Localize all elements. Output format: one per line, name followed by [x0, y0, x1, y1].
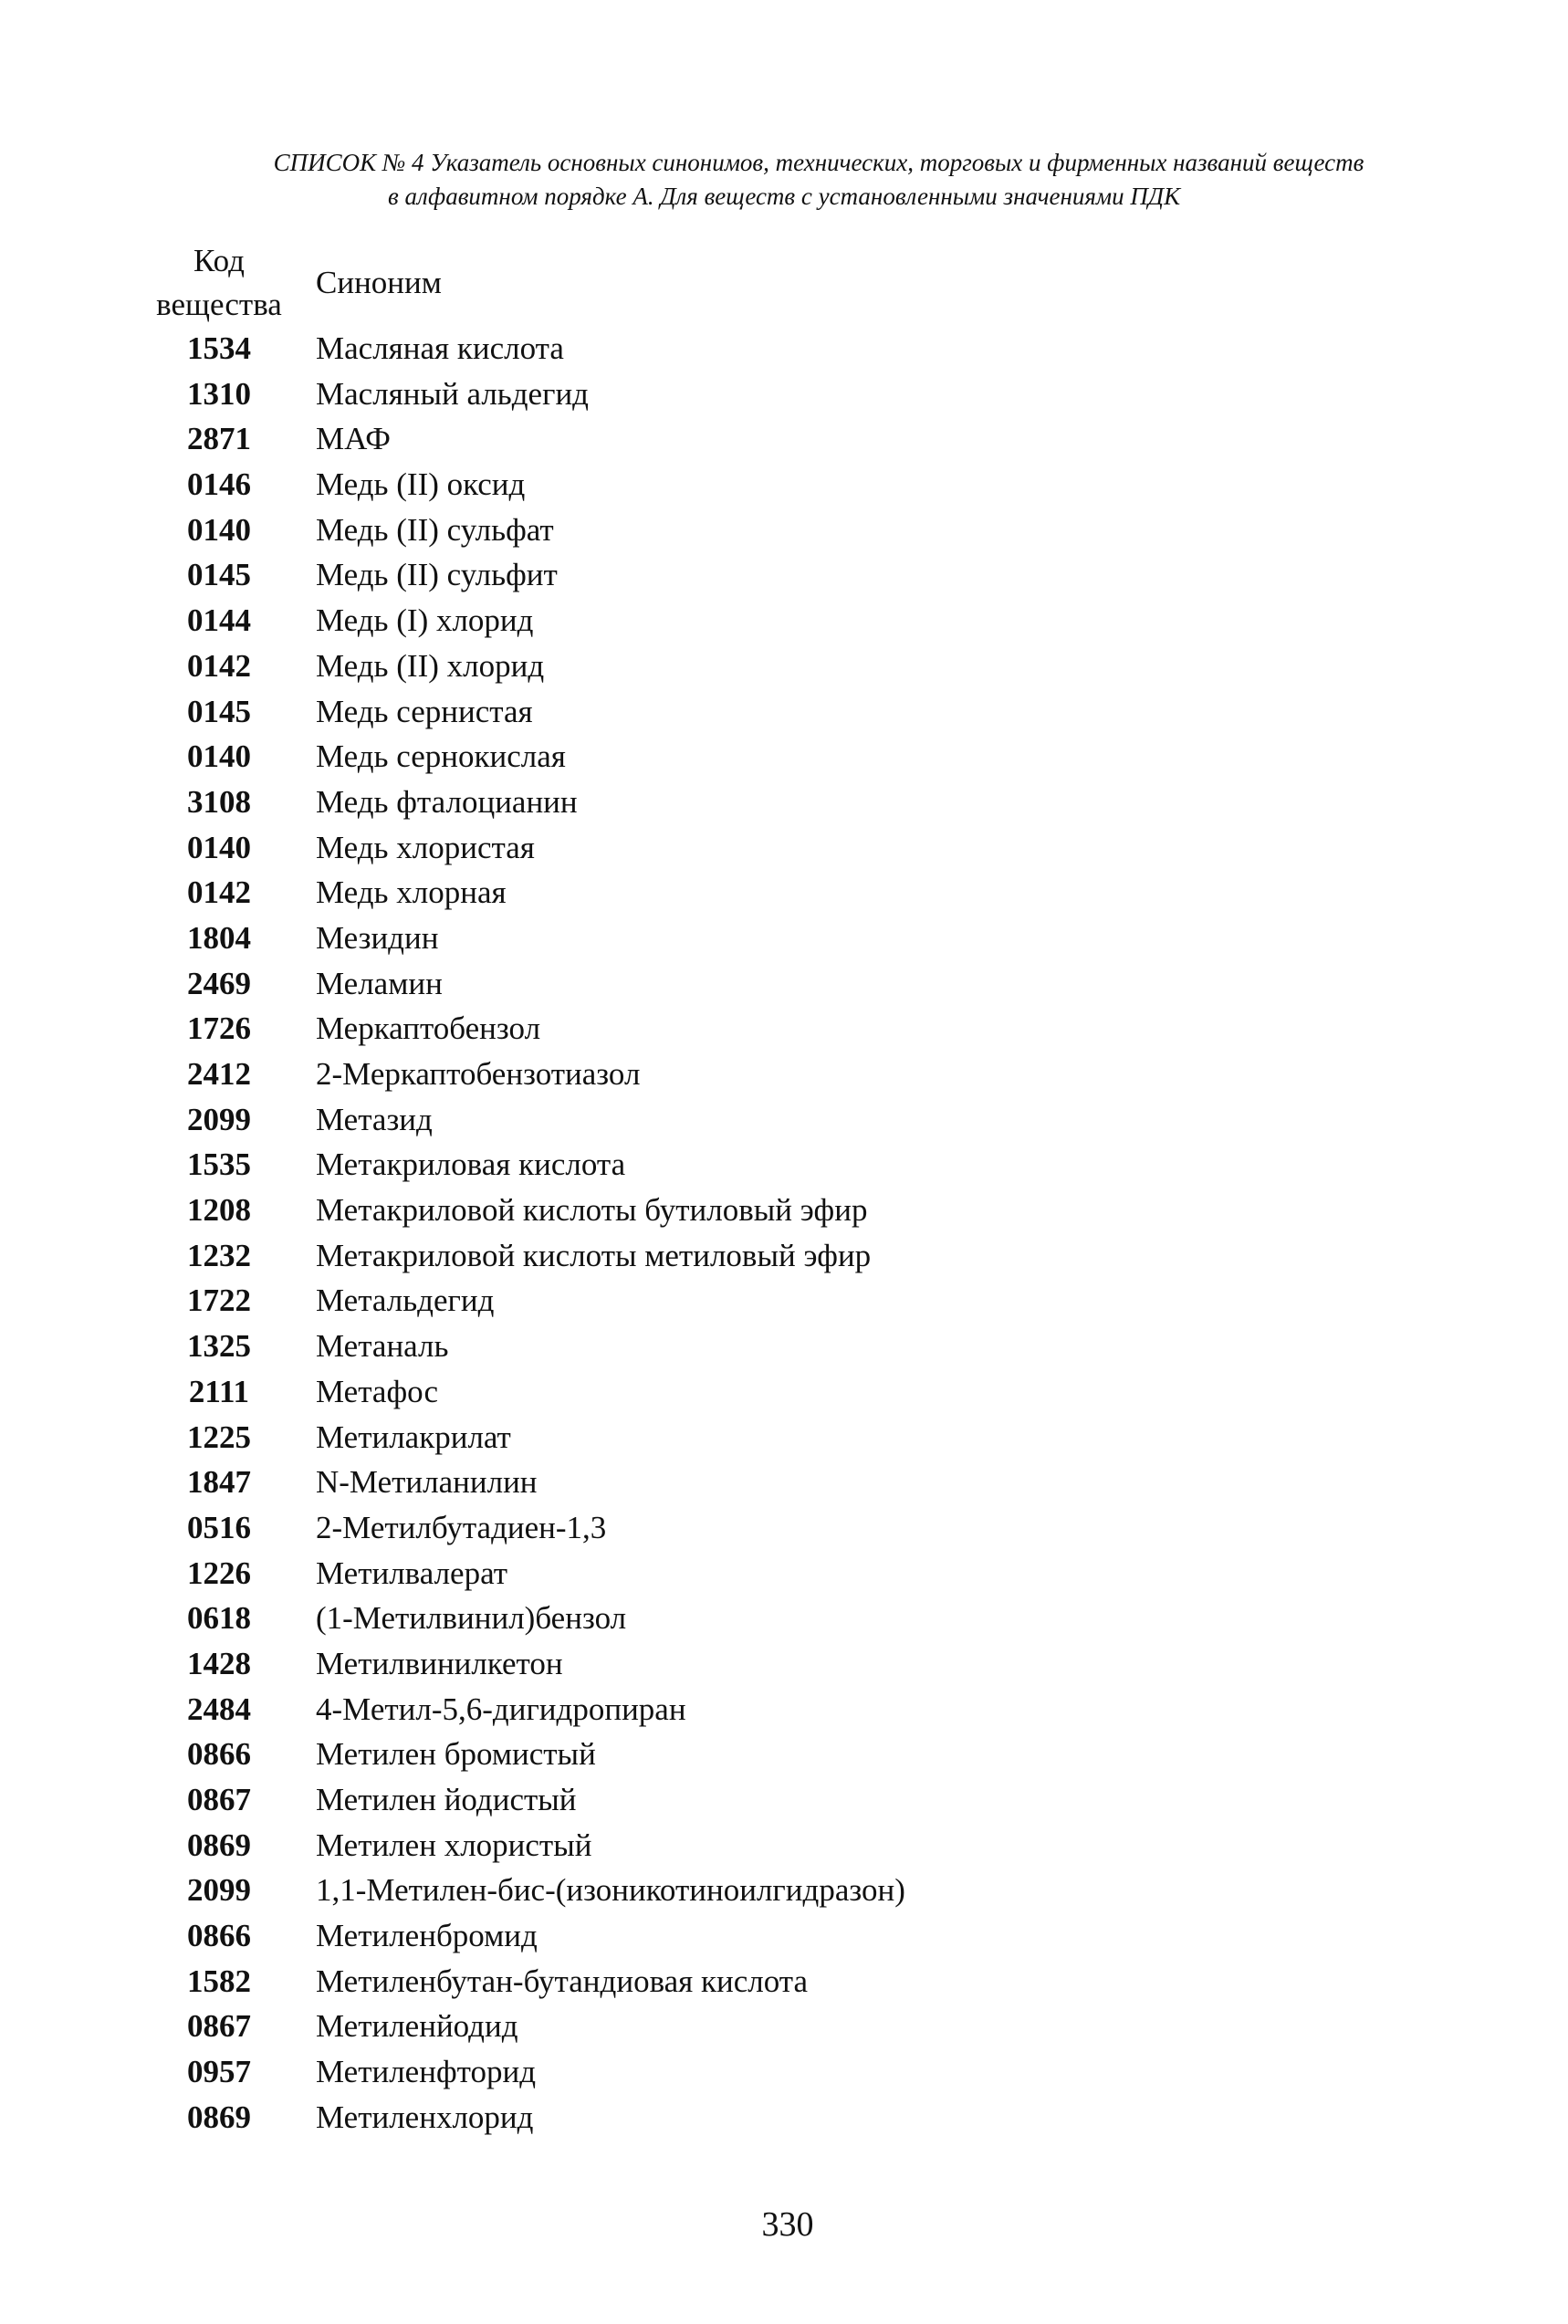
table-row: [0, 1641, 1568, 1687]
substance-code: 1534: [187, 330, 251, 366]
substance-synonym: МАФ: [316, 421, 391, 457]
table-row: [0, 416, 1568, 462]
substance-synonym: Метилвинилкетон: [316, 1645, 563, 1681]
substance-synonym: Метилвалерат: [316, 1555, 508, 1591]
table-row: [0, 734, 1568, 780]
substance-synonym: 4-Метил-5,6-дигидропиран: [316, 1691, 686, 1727]
substance-code: 0867: [187, 2008, 251, 2045]
substance-code: 1428: [187, 1645, 251, 1681]
table-row: [0, 2049, 1568, 2095]
substance-synonym: Масляная кислота: [316, 330, 564, 366]
table-row: [0, 1777, 1568, 1823]
table-row: [0, 1052, 1568, 1097]
substance-synonym: Медь хлорная: [316, 874, 507, 911]
table-row: [0, 689, 1568, 735]
table-row: [0, 1142, 1568, 1188]
substance-code: 2412: [187, 1056, 251, 1092]
list-header-subtitle: в алфавитном порядке А. Для веществ с установленными значениями ПДК: [387, 183, 1181, 210]
substance-code: 2111: [188, 1373, 250, 1409]
table-row: [0, 598, 1568, 644]
substance-synonym: Метилен бромистый: [316, 1736, 596, 1773]
substance-synonym: Метакриловой кислоты бутиловый эфир: [316, 1192, 868, 1229]
substance-code: 1847: [187, 1464, 251, 1501]
substance-code: 1582: [187, 1963, 251, 1999]
table-row: [0, 644, 1568, 689]
table-row: [0, 1460, 1568, 1505]
substance-code: 2871: [187, 421, 251, 457]
table-row: [0, 326, 1568, 372]
substance-synonym: Медь сернистая: [316, 693, 533, 729]
substance-synonym: Метазид: [316, 1101, 433, 1137]
substance-code: 0144: [187, 602, 251, 639]
table-row: [0, 1369, 1568, 1415]
substance-synonym: Медь сернокислая: [316, 738, 566, 775]
table-row: [0, 961, 1568, 1007]
substance-code: 0145: [187, 557, 251, 593]
substance-code: 0142: [187, 647, 251, 684]
substance-synonym: Метаналь: [316, 1328, 449, 1365]
substance-code: 0957: [187, 2054, 251, 2090]
table-row: [0, 1823, 1568, 1869]
substance-code: 0140: [187, 829, 251, 865]
substance-synonym: Метафос: [316, 1373, 439, 1409]
substance-synonym: Медь хлористая: [316, 829, 535, 865]
substance-synonym: 1,1-Метилен-бис-(изоникотиноилгидразон): [316, 1872, 905, 1909]
table-row: [0, 1233, 1568, 1279]
substance-code: 1310: [187, 375, 251, 412]
substance-synonym: Метиленбутан-бутандиовая кислота: [316, 1963, 809, 1999]
substance-synonym: Медь (II) сульфат: [316, 511, 554, 548]
substance-synonym: Мезидин: [316, 919, 439, 956]
substance-synonym: Метиленбромид: [316, 1918, 538, 1954]
substance-code: 0146: [187, 466, 251, 503]
substance-synonym: 2-Меркаптобензотиазол: [316, 1056, 641, 1092]
table-row: [0, 1687, 1568, 1733]
substance-synonym: Медь (II) сульфит: [316, 557, 558, 593]
substance-synonym: Метиленфторид: [316, 2054, 537, 2090]
substance-synonym: Медь фталоцианин: [316, 783, 578, 820]
table-row: [0, 2004, 1568, 2049]
substance-code: 1535: [187, 1146, 251, 1183]
substance-code: 0869: [187, 1827, 251, 1863]
substance-code: 2099: [187, 1101, 251, 1137]
substance-synonym: Метилакрилат: [316, 1418, 511, 1455]
table-row: [0, 1278, 1568, 1324]
table-row: [0, 1913, 1568, 1959]
substance-code: 0866: [187, 1918, 251, 1954]
table-row: [0, 1959, 1568, 2005]
table-row: [0, 825, 1568, 871]
substance-code: 2469: [187, 965, 251, 1001]
table-row: [0, 2095, 1568, 2141]
substance-synonym: 2-Метилбутадиен-1,3: [316, 1509, 607, 1545]
substance-code: 0145: [187, 693, 251, 729]
substance-code: 1232: [187, 1237, 251, 1273]
column-header-synonym: Синоним: [316, 265, 442, 300]
substance-code: 0869: [187, 2099, 251, 2135]
substance-synonym: Метиленйодид: [316, 2008, 518, 2045]
substance-code: 0867: [187, 1782, 251, 1817]
substance-code: 2099: [187, 1872, 251, 1909]
substance-code: 1325: [187, 1328, 251, 1365]
table-row: [0, 916, 1568, 961]
substance-synonym: Меламин: [316, 965, 443, 1001]
substance-synonym: Метилен хлористый: [316, 1827, 592, 1863]
list-header-title: СПИСОК № 4 Указатель основных синонимов, технических, торговых и фирменных названий веществ: [273, 149, 1364, 176]
substance-synonym: Метакриловой кислоты метиловый эфир: [316, 1237, 872, 1273]
table-row: [0, 1505, 1568, 1551]
synonym-table: [0, 326, 1568, 2141]
substance-code: 1804: [187, 919, 251, 956]
substance-synonym: Метакриловая кислота: [316, 1146, 626, 1183]
substance-code: 0516: [187, 1509, 251, 1545]
substance-synonym: Медь (I) хлорид: [316, 602, 534, 639]
table-row: [0, 1596, 1568, 1641]
page-number: 330: [761, 2205, 814, 2244]
substance-code: 0618: [187, 1600, 251, 1637]
substance-code: 1722: [187, 1282, 251, 1319]
table-row: [0, 462, 1568, 508]
substance-code: 1726: [187, 1010, 251, 1047]
table-row: [0, 1415, 1568, 1460]
substance-code: 3108: [187, 783, 251, 820]
table-row: [0, 1188, 1568, 1233]
column-header-code: [141, 239, 297, 327]
table-row: [0, 372, 1568, 417]
table-row: [0, 870, 1568, 916]
substance-synonym: Меркаптобензол: [316, 1010, 541, 1047]
table-row: [0, 1732, 1568, 1777]
table-row: [0, 1324, 1568, 1369]
table-row: [0, 780, 1568, 825]
substance-code: 1208: [187, 1192, 251, 1229]
table-row: [0, 508, 1568, 553]
substance-synonym: Масляный альдегид: [316, 375, 589, 412]
substance-synonym: N-Метиланилин: [316, 1464, 538, 1501]
substance-synonym: Медь (II) хлорид: [316, 647, 545, 684]
substance-code: 0142: [187, 874, 251, 911]
substance-code: 0140: [187, 511, 251, 548]
substance-synonym: Метиленхлорид: [316, 2099, 534, 2135]
table-row: [0, 1551, 1568, 1596]
substance-synonym: (1-Метилвинил)бензол: [316, 1600, 627, 1637]
table-row: [0, 1006, 1568, 1052]
substance-code: 0866: [187, 1736, 251, 1773]
table-row: [0, 1868, 1568, 1913]
substance-synonym: Метальдегид: [316, 1282, 495, 1319]
substance-code: 2484: [187, 1691, 251, 1727]
substance-code: 0140: [187, 738, 251, 775]
substance-synonym: Метилен йодистый: [316, 1782, 577, 1817]
substance-synonym: Медь (II) оксид: [316, 466, 526, 503]
table-row: [0, 1097, 1568, 1143]
table-row: [0, 552, 1568, 598]
list-header: [0, 146, 1568, 214]
substance-code: 1225: [187, 1418, 251, 1455]
substance-code: 1226: [187, 1555, 251, 1591]
column-header-code-line2: вещества: [156, 287, 282, 322]
column-header-code-line1: Код: [193, 243, 245, 278]
